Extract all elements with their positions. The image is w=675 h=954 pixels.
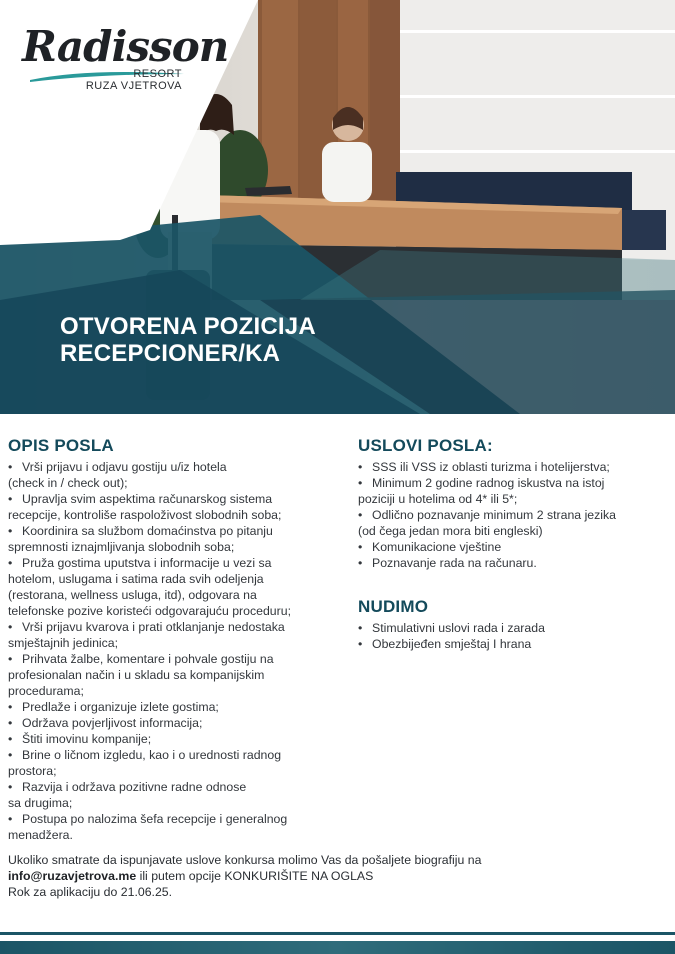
list-item-text: (check in / check out); <box>8 476 128 490</box>
bullet-icon: • <box>8 748 13 762</box>
list-item <box>8 571 343 587</box>
list-item-text: Prihvata žalbe, komentare i pohvale gostiju na <box>22 652 274 666</box>
list-item <box>8 555 343 571</box>
list-item <box>8 651 343 667</box>
offer-list <box>358 620 668 652</box>
bullet-icon: • <box>358 637 363 651</box>
hero-banner <box>0 0 675 414</box>
page-title <box>60 313 316 367</box>
list-item <box>8 763 343 779</box>
list-item <box>8 491 343 507</box>
logo-script-text: Radisson <box>22 22 229 71</box>
list-item-text: Komunikacione vještine <box>372 540 502 554</box>
list-item-text: Upravlja svim aspektima računarskog sistema <box>22 492 273 506</box>
list-item-text: (od čega jedan mora biti engleski) <box>358 524 543 538</box>
list-item-text: Obezbijeđen smještaj I hrana <box>372 637 532 651</box>
bullet-icon: • <box>358 476 363 490</box>
requirements-list <box>358 459 668 571</box>
list-item <box>8 459 343 475</box>
bullet-icon: • <box>8 812 13 826</box>
list-item-text: Odlično poznavanje minimum 2 strana jezika <box>372 508 617 522</box>
list-item-text: Stimulativni uslovi rada i zarada <box>372 621 545 635</box>
list-item-text: Predlaže i organizuje izlete gostima; <box>22 700 219 714</box>
list-item <box>8 747 343 763</box>
bullet-icon: • <box>8 780 13 794</box>
list-item <box>358 555 668 571</box>
list-item <box>8 731 343 747</box>
application-intro: Ukoliko smatrate da ispunjavate uslove konkursa molimo Vas da pošaljete biografiju na <box>8 853 482 867</box>
list-item-text: Postupa po nalozima šefa recepcije i generalnog <box>22 812 288 826</box>
application-info <box>8 852 668 900</box>
logo-resort-text: RESORT <box>133 68 182 80</box>
application-contact <box>8 868 668 884</box>
bullet-icon: • <box>8 716 13 730</box>
list-item-text: Poznavanje rada na računaru. <box>372 556 537 570</box>
list-item-text: smještajnih jedinica; <box>8 636 119 650</box>
list-item-text: Koordinira sa službom domaćinstva po pitanju <box>22 524 273 538</box>
list-item-text: profesionalan način i u skladu sa kompanijskim <box>8 668 265 682</box>
bullet-icon: • <box>358 556 363 570</box>
title-line-2: RECEPCIONER/KA <box>60 340 281 367</box>
list-item <box>8 619 343 635</box>
list-item-text: SSS ili VSS iz oblasti turizma i hotelijerstva; <box>372 460 610 474</box>
list-item <box>358 475 668 491</box>
list-item <box>8 795 343 811</box>
list-item-text: Održava povjerljivost informacija; <box>22 716 203 730</box>
application-deadline: Rok za aplikaciju do 21.06.25. <box>8 885 173 899</box>
bullet-icon: • <box>358 508 363 522</box>
list-item <box>8 699 343 715</box>
list-item <box>8 603 343 619</box>
logo-location-text: RUZA VJETROVA <box>85 80 182 92</box>
list-item <box>8 587 343 603</box>
list-item-text: Pruža gostima uputstva i informacije u vezi sa <box>22 556 272 570</box>
list-item-text: sa drugima; <box>8 796 73 810</box>
list-item-text: procedurama; <box>8 684 84 698</box>
bullet-icon: • <box>8 556 13 570</box>
bullet-icon: • <box>358 460 363 474</box>
list-item <box>358 491 668 507</box>
bullet-icon: • <box>358 621 363 635</box>
radisson-logo <box>0 0 260 230</box>
list-item-text: recepcije, kontroliše raspoloživost slobodnih soba; <box>8 508 282 522</box>
list-item <box>8 539 343 555</box>
list-item-text: Vrši prijavu i odjavu gostiju u/iz hotela <box>22 460 227 474</box>
footer-bar <box>0 941 675 954</box>
application-option: ili putem opcije KONKURIŠITE NA OGLAS <box>136 869 374 883</box>
bullet-icon: • <box>8 732 13 746</box>
list-item <box>8 507 343 523</box>
list-item-text: Brine o ličnom izgledu, kao i o urednosti radnog <box>22 748 282 762</box>
list-item-text: Vrši prijavu kvarova i prati otklanjanje nedostaka <box>22 620 285 634</box>
list-item <box>8 667 343 683</box>
job-description-section <box>8 436 343 843</box>
bullet-icon: • <box>8 700 13 714</box>
list-item <box>358 459 668 475</box>
list-item <box>358 539 668 555</box>
offer-heading: NUDIMO <box>358 597 429 616</box>
job-description-list <box>8 459 343 843</box>
list-item <box>8 779 343 795</box>
bullet-icon: • <box>8 524 13 538</box>
list-item <box>8 635 343 651</box>
list-item <box>358 523 668 539</box>
list-item <box>8 523 343 539</box>
footer-divider <box>0 932 675 935</box>
requirements-heading: USLOVI POSLA: <box>358 436 493 455</box>
list-item <box>358 620 668 636</box>
list-item-text: Štiti imovinu kompanije; <box>22 732 152 746</box>
list-item <box>8 811 343 827</box>
list-item <box>8 715 343 731</box>
list-item <box>8 827 343 843</box>
title-line-1: OTVORENA POZICIJA <box>60 313 316 340</box>
list-item-text: hotelom, uslugama i satima rada svih odeljenja <box>8 572 264 586</box>
offer-section <box>358 597 668 652</box>
list-item-text: telefonske pozive koristeći odgovarajuću proceduru; <box>8 604 291 618</box>
list-item-text: spremnosti iznajmljivanja slobodnih soba; <box>8 540 235 554</box>
list-item <box>8 475 343 491</box>
list-item-text: Minimum 2 godine radnog iskustva na istoj <box>372 476 605 490</box>
requirements-section <box>358 436 668 652</box>
list-item-text: poziciji u hotelima od 4* ili 5*; <box>358 492 518 506</box>
bullet-icon: • <box>358 540 363 554</box>
email-link[interactable]: info@ruzavjetrova.me <box>8 869 137 883</box>
list-item <box>358 636 668 652</box>
list-item-text: (restorana, wellness usluga, itd), odgovara na <box>8 588 257 602</box>
list-item-text: prostora; <box>8 764 57 778</box>
bullet-icon: • <box>8 492 13 506</box>
list-item <box>358 507 668 523</box>
bullet-icon: • <box>8 652 13 666</box>
bullet-icon: • <box>8 620 13 634</box>
list-item-text: menadžera. <box>8 828 73 842</box>
bullet-icon: • <box>8 460 13 474</box>
job-description-heading: OPIS POSLA <box>8 436 114 455</box>
list-item-text: Razvija i održava pozitivne radne odnose <box>22 780 247 794</box>
list-item <box>8 683 343 699</box>
